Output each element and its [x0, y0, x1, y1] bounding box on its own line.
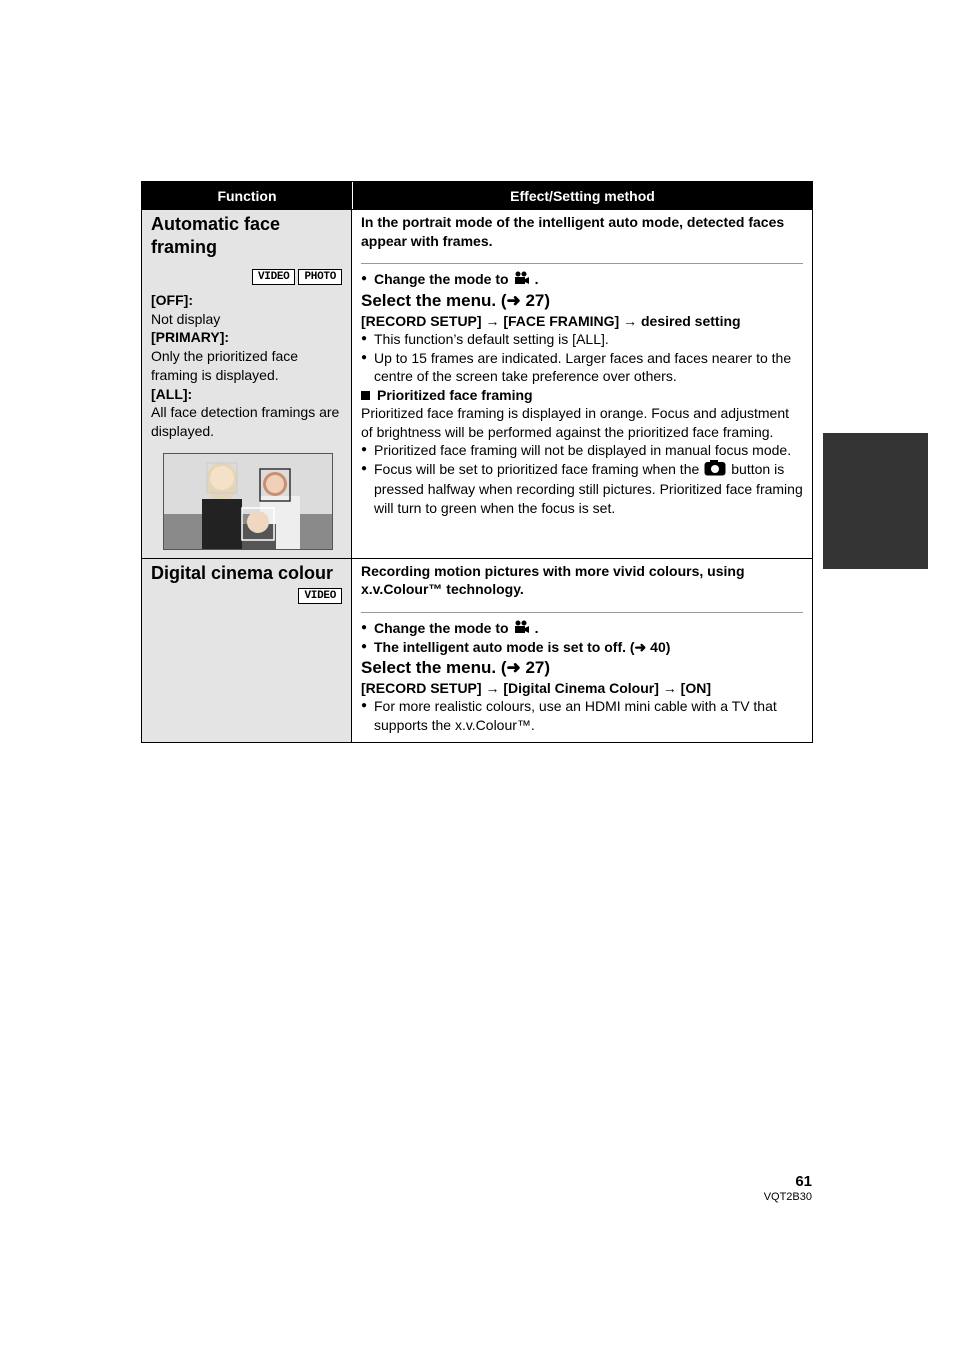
camera-icon: [704, 460, 726, 481]
mode-badges: [151, 588, 342, 604]
menu-path: [RECORD SETUP] → [Digital Cinema Colour] → [ON]: [361, 679, 711, 696]
change-mode-text: Change the mode to: [374, 271, 509, 287]
video-badge: VIDEO: [252, 269, 296, 285]
intro-text: In the portrait mode of the intelligent auto mode, detected faces appear with frames.: [361, 214, 785, 249]
option-label: [OFF]:: [151, 292, 193, 308]
note-item: ● Up to 15 frames are indicated. Larger faces and faces nearer to the centre of the screen take preference over others.: [361, 349, 803, 386]
section-tab: [823, 433, 928, 569]
settings-table: [141, 181, 813, 743]
change-mode-step: ● Change the mode to .: [361, 619, 803, 639]
table-row: [142, 209, 812, 558]
sub-text: Prioritized face framing is displayed in orange. Focus and adjustment of brightness will be performed against the prioritized face framing.: [361, 405, 789, 440]
video-camera-icon: [514, 620, 530, 639]
effect-cell: [352, 559, 812, 743]
select-menu-heading: Select the menu. (➜ 27): [361, 657, 551, 677]
option-desc: All face detection framings are displayed.: [151, 404, 340, 439]
option-label: [ALL]:: [151, 385, 193, 402]
note-item: ● This function’s default setting is [ALL].: [361, 330, 803, 349]
header-function: Function: [142, 182, 353, 209]
document-code: VQT2B30: [763, 1191, 812, 1203]
select-menu-heading: Select the menu. (➜ 27): [361, 290, 551, 310]
page-number: 61: [795, 1173, 812, 1190]
effect-cell: [352, 210, 812, 558]
photo-badge: PHOTO: [298, 269, 342, 285]
intro-text: Recording motion pictures with more vivid colours, using x.v.Colour™ technology.: [361, 562, 745, 598]
auto-off-step: ● The intelligent auto mode is set to off. (➜ 40): [361, 638, 803, 657]
note-item: ● For more realistic colours, use an HDMI mini cable with a TV that supports the x.v.Colour™.: [361, 697, 803, 734]
face-framing-photo: [163, 453, 333, 550]
change-mode-step: ● Change the mode to .: [361, 270, 803, 290]
option-desc: Not display: [151, 310, 221, 327]
note-item: ● Focus will be set to prioritized face framing when the button is pressed halfway when recording still pictures. Prioritized face framing will turn to green when the focus is set.: [361, 460, 803, 518]
video-badge: VIDEO: [298, 588, 342, 604]
mode-badges: [151, 269, 342, 285]
divider: [361, 612, 803, 613]
function-cell: [142, 559, 352, 743]
video-camera-icon: [514, 271, 530, 290]
option-label: [PRIMARY]:: [151, 329, 230, 346]
note-item: ● Prioritized face framing will not be displayed in manual focus mode.: [361, 441, 803, 460]
subheading: Prioritized face framing: [361, 386, 803, 405]
divider: [361, 263, 803, 264]
table-header: [142, 182, 812, 209]
option-desc: Only the prioritized face framing is displayed.: [151, 348, 299, 383]
menu-path: [RECORD SETUP] → [FACE FRAMING] → desired setting: [361, 312, 741, 329]
table-row: [142, 558, 812, 743]
header-effect: Effect/Setting method: [510, 187, 655, 204]
option-list: [151, 291, 342, 441]
function-title: Digital cinema colour: [151, 562, 334, 583]
square-bullet-icon: [361, 391, 370, 400]
function-cell: [142, 210, 352, 558]
function-title: Automatic face framing: [151, 214, 281, 257]
